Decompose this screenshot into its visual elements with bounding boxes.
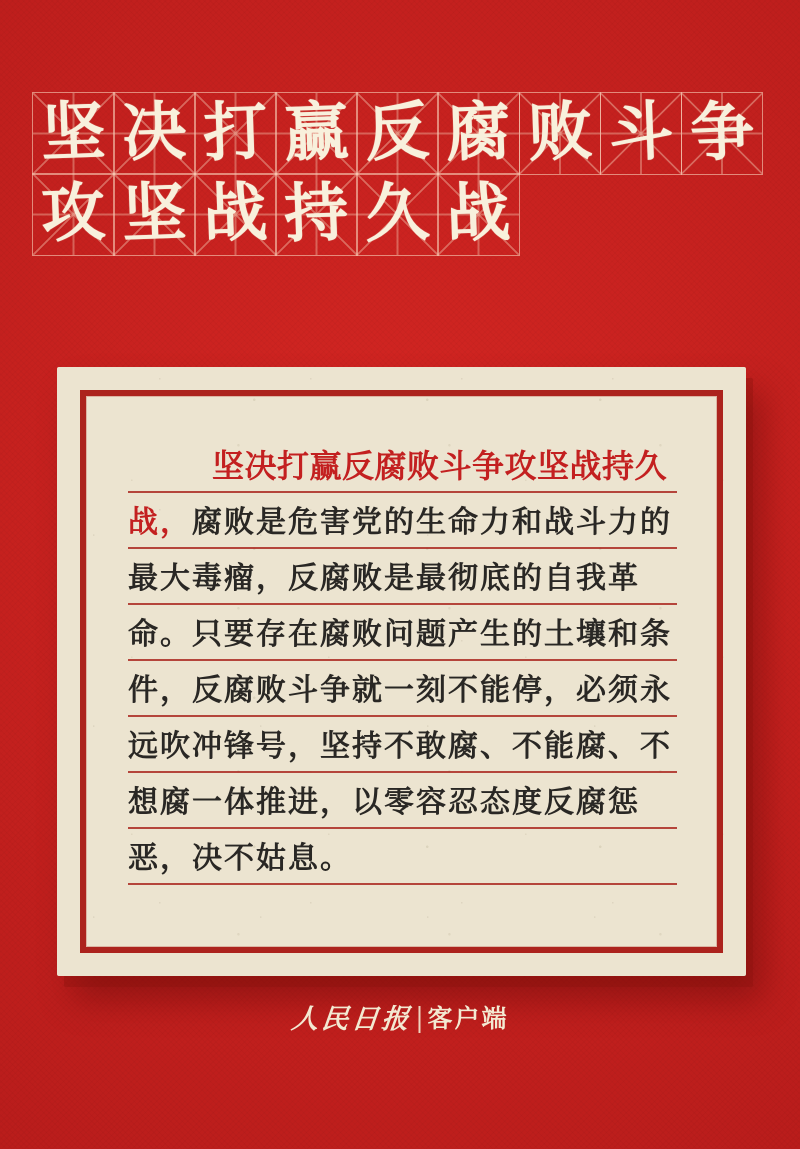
calligraphy-char: 败 — [526, 94, 594, 172]
grid-cell — [519, 92, 602, 175]
calligraphy-char: 反 — [364, 94, 431, 172]
headline-calligraphy-grid — [32, 92, 762, 256]
grid-cell — [194, 92, 277, 175]
grid-cell — [681, 92, 764, 175]
quote-line — [128, 661, 677, 717]
quote-line — [128, 493, 677, 549]
quote-line-black: 命。只要存在腐败问题产生的土壤和条 — [128, 618, 672, 651]
quote-line — [128, 829, 677, 885]
grid-cell — [356, 92, 439, 175]
quote-line-black: 腐败是危害党的生命力和战斗力的 — [192, 506, 672, 539]
calligraphy-char: 决 — [121, 94, 188, 172]
quote-line-black: 最大毒瘤，反腐败是最彻底的自我革 — [128, 562, 640, 595]
headline-row-2 — [32, 173, 762, 256]
calligraphy-char: 争 — [688, 94, 756, 172]
calligraphy-char: 战 — [202, 175, 269, 253]
grid-cell — [356, 173, 439, 256]
grid-cell — [437, 92, 520, 175]
quote-line-red: 坚决打赢反腐败斗争攻坚战持久 — [212, 448, 668, 484]
headline-row-1 — [32, 92, 762, 175]
grid-cell — [437, 173, 520, 256]
calligraphy-char: 斗 — [607, 94, 675, 172]
grid-cell — [275, 173, 358, 256]
publisher-logo — [291, 1006, 508, 1033]
grid-cell — [32, 92, 115, 175]
logo-divider — [418, 1006, 420, 1033]
grid-cell — [600, 92, 683, 175]
calligraphy-char: 坚 — [39, 94, 107, 172]
calligraphy-char: 腐 — [445, 94, 513, 172]
calligraphy-char: 坚 — [121, 175, 188, 253]
grid-cell — [113, 173, 196, 256]
grid-cell — [194, 173, 277, 256]
grid-cell — [113, 92, 196, 175]
grid-cell — [32, 173, 115, 256]
quote-line-black: 件，反腐败斗争就一刻不能停，必须永 — [128, 674, 672, 707]
calligraphy-char: 持 — [283, 175, 350, 253]
quote-line-black: 想腐一体推进，以零容忍态度反腐惩 — [128, 786, 640, 819]
quote-line-black: 恶，决不姑息。 — [128, 842, 352, 875]
calligraphy-char: 赢 — [283, 94, 350, 172]
calligraphy-char: 战 — [445, 175, 513, 253]
quote-line — [128, 717, 677, 773]
calligraphy-char: 久 — [364, 175, 431, 253]
quote-line-red: 战， — [128, 506, 192, 539]
client-app-label: 客户端 — [427, 1005, 509, 1033]
peoples-daily-wordmark: 人民日报 — [289, 1004, 414, 1035]
quote-card — [57, 367, 746, 976]
quote-line — [128, 773, 677, 829]
calligraphy-char: 攻 — [39, 175, 107, 253]
quote-text-area — [128, 437, 677, 885]
calligraphy-char: 打 — [202, 94, 269, 172]
quote-line — [128, 437, 677, 493]
quote-line-black: 远吹冲锋号，坚持不敢腐、不能腐、不 — [128, 730, 672, 763]
grid-cell — [275, 92, 358, 175]
quote-line — [128, 549, 677, 605]
quote-line — [128, 605, 677, 661]
